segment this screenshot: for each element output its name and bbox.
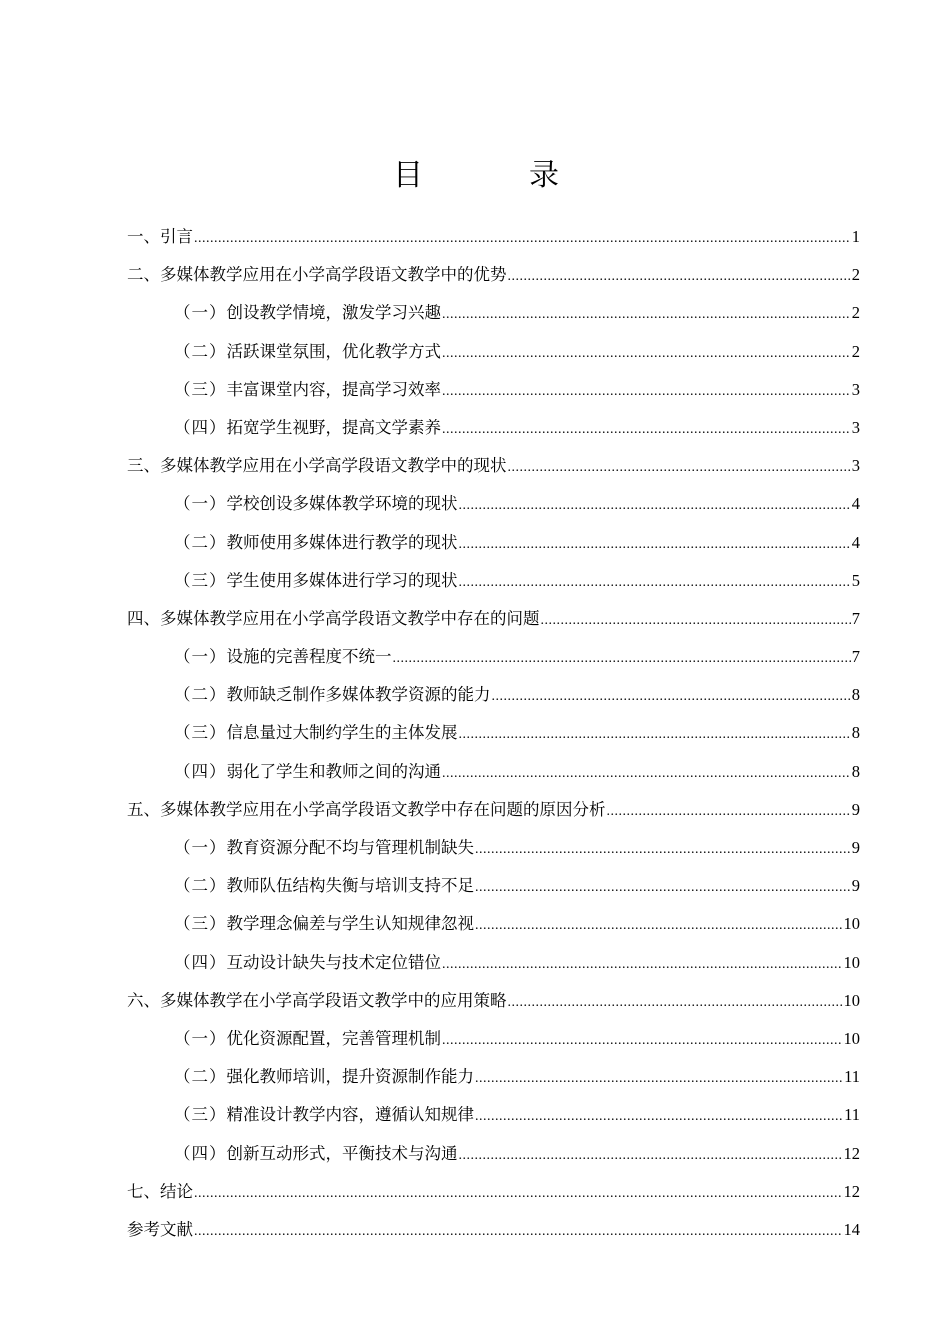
toc-entry-page: 8 xyxy=(851,685,860,705)
toc-entry[interactable] xyxy=(127,485,860,523)
toc-entry-page: 3 xyxy=(851,417,860,437)
toc-entry-title: 教师缺乏制作多媒体教学资源的能力 xyxy=(226,685,491,705)
toc-entry-page: 2 xyxy=(851,341,860,361)
dot-leader xyxy=(442,296,851,334)
dot-leader xyxy=(442,373,851,411)
toc-entry[interactable] xyxy=(127,676,860,714)
dot-leader xyxy=(194,220,851,258)
toc-entry-number: （四） xyxy=(174,952,227,972)
toc-entry[interactable] xyxy=(127,409,860,447)
dot-leader xyxy=(442,946,843,984)
toc-entry-title: 创设教学情境，激发学习兴趣 xyxy=(226,303,441,323)
toc-entry-number: 三、 xyxy=(127,456,160,476)
dot-leader xyxy=(492,678,851,716)
toc-entry-title: 引言 xyxy=(160,227,193,246)
dot-leader xyxy=(442,1022,843,1060)
toc-entry-page: 4 xyxy=(851,532,860,552)
toc-entry-page: 10 xyxy=(843,990,860,1010)
toc-entry[interactable] xyxy=(127,218,860,256)
toc-entry-title: 活跃课堂氛围，优化教学方式 xyxy=(226,341,441,361)
toc-entry-title: 多媒体教学应用在小学高学段语文教学中的优势 xyxy=(160,265,507,285)
toc-entry-page: 10 xyxy=(843,914,860,934)
toc-entry-page: 10 xyxy=(843,1028,860,1048)
toc-entry-page: 9 xyxy=(851,876,860,896)
dot-leader xyxy=(393,640,851,678)
toc-entry-number: （二） xyxy=(174,685,227,705)
dot-leader xyxy=(508,258,851,296)
toc-entry-page: 9 xyxy=(851,838,860,857)
toc-entry-page: 12 xyxy=(843,1143,860,1163)
toc-entry[interactable] xyxy=(127,562,860,600)
toc-entry-title: 拓宽学生视野，提高文学素养 xyxy=(226,417,441,437)
toc-entry-number: （三） xyxy=(174,1105,227,1125)
toc-entry-title: 弱化了学生和教师之间的沟通 xyxy=(226,761,441,781)
toc-entry-page: 7 xyxy=(851,647,860,667)
toc-entry[interactable] xyxy=(127,1096,860,1134)
toc-entry[interactable] xyxy=(127,294,860,332)
toc-entry-title: 学校创设多媒体教学环境的现状 xyxy=(226,494,458,514)
toc-entry[interactable] xyxy=(127,1173,860,1211)
toc-entry-title: 创新互动形式，平衡技术与沟通 xyxy=(226,1143,458,1163)
toc-entry[interactable] xyxy=(127,905,860,943)
toc-entry-number: （二） xyxy=(174,1067,227,1087)
toc-entry-number: 四、 xyxy=(127,608,160,628)
toc-entry-number: （三） xyxy=(174,379,227,399)
toc-entry-number: （一） xyxy=(174,1028,227,1048)
toc-entry[interactable] xyxy=(127,944,860,982)
toc-entry-title: 教育资源分配不均与管理机制缺失 xyxy=(226,838,474,857)
toc-entry-title: 丰富课堂内容，提高学习效率 xyxy=(226,379,441,399)
toc-entry-title: 多媒体教学应用在小学高学段语文教学中存在的问题 xyxy=(160,608,540,628)
toc-entry[interactable] xyxy=(127,256,860,294)
toc-entry-number: （一） xyxy=(174,647,227,667)
toc-entry-title: 学生使用多媒体进行学习的现状 xyxy=(226,570,458,590)
toc-entry-number: 二、 xyxy=(127,265,160,285)
toc-entry-number: （三） xyxy=(174,723,227,743)
toc-entry-number: （四） xyxy=(174,417,227,437)
toc-entry[interactable] xyxy=(127,714,860,752)
toc-entry-page: 2 xyxy=(851,265,860,285)
toc-entry[interactable] xyxy=(127,753,860,791)
dot-leader xyxy=(607,793,851,831)
toc-entry-page: 3 xyxy=(851,379,860,399)
toc-entry-number: （三） xyxy=(174,914,227,934)
toc-entry[interactable] xyxy=(127,600,860,638)
toc-entry-page: 8 xyxy=(851,761,860,781)
toc-entry-page: 3 xyxy=(851,456,860,476)
toc-entry[interactable] xyxy=(127,1058,860,1096)
toc-entry[interactable] xyxy=(127,371,860,409)
dot-leader xyxy=(459,564,851,602)
toc-entry-title: 多媒体教学应用在小学高学段语文教学中存在问题的原因分析 xyxy=(160,799,606,819)
toc-entry-title: 强化教师培训，提升资源制作能力 xyxy=(226,1067,474,1087)
toc-entry-title: 精准设计教学内容，遵循认知规律 xyxy=(226,1105,474,1125)
dot-leader xyxy=(442,335,851,373)
table-of-contents xyxy=(127,218,860,1249)
dot-leader xyxy=(475,869,851,907)
toc-entry[interactable] xyxy=(127,447,860,485)
toc-entry-page: 2 xyxy=(851,303,860,323)
dot-leader xyxy=(508,984,843,1022)
dot-leader xyxy=(475,1060,843,1098)
toc-entry[interactable] xyxy=(127,1135,860,1173)
toc-entry-page: 12 xyxy=(843,1181,860,1201)
toc-entry-number: 五、 xyxy=(127,799,160,819)
dot-leader xyxy=(475,907,843,945)
toc-entry-number: （一） xyxy=(174,838,227,857)
toc-entry-page: 8 xyxy=(851,723,860,743)
toc-entry-title: 教师使用多媒体进行教学的现状 xyxy=(226,532,458,552)
toc-entry-number: （二） xyxy=(174,532,227,552)
toc-entry[interactable] xyxy=(127,982,860,1020)
toc-entry-page: 10 xyxy=(843,952,860,972)
toc-entry-title: 多媒体教学在小学高学段语文教学中的应用策略 xyxy=(160,990,507,1010)
dot-leader xyxy=(442,755,851,793)
toc-entry-title: 教学理念偏差与学生认知规律忽视 xyxy=(226,914,474,934)
toc-entry-page: 7 xyxy=(851,608,860,628)
toc-entry-number: 一、 xyxy=(127,227,160,246)
toc-entry[interactable] xyxy=(127,791,860,829)
toc-entry[interactable] xyxy=(127,524,860,562)
toc-entry[interactable] xyxy=(127,638,860,676)
toc-entry-number: （四） xyxy=(174,761,227,781)
toc-entry-page: 14 xyxy=(843,1219,860,1239)
toc-entry-title: 结论 xyxy=(160,1181,193,1201)
dot-leader xyxy=(459,716,851,754)
toc-entry-page: 11 xyxy=(844,1105,860,1125)
toc-entry-title: 教师队伍结构失衡与培训支持不足 xyxy=(226,876,474,896)
toc-entry-page: 9 xyxy=(851,799,860,819)
dot-leader xyxy=(194,1175,843,1213)
toc-entry[interactable] xyxy=(127,333,860,371)
toc-entry[interactable] xyxy=(127,829,860,867)
toc-entry-number: 七、 xyxy=(127,1181,160,1201)
dot-leader xyxy=(541,602,851,640)
toc-entry-title: 参考文献 xyxy=(127,1219,193,1239)
toc-entry-number: （三） xyxy=(174,570,227,590)
toc-entry-number: （二） xyxy=(174,876,227,896)
dot-leader xyxy=(459,1137,843,1175)
toc-entry-number: （二） xyxy=(174,341,227,361)
toc-entry-title: 多媒体教学应用在小学高学段语文教学中的现状 xyxy=(160,456,507,476)
toc-entry-title: 设施的完善程度不统一 xyxy=(226,647,392,667)
dot-leader xyxy=(508,449,851,487)
toc-entry-number: （四） xyxy=(174,1143,227,1163)
toc-entry-title: 信息量过大制约学生的主体发展 xyxy=(226,723,458,743)
toc-entry[interactable] xyxy=(127,1020,860,1058)
toc-entry-number: 六、 xyxy=(127,990,160,1010)
page-title: 目 录 xyxy=(393,158,597,193)
dot-leader xyxy=(459,487,851,525)
dot-leader xyxy=(459,526,851,564)
toc-entry-title: 优化资源配置，完善管理机制 xyxy=(226,1028,441,1048)
toc-entry[interactable] xyxy=(127,867,860,905)
toc-entry-page: 1 xyxy=(851,227,860,246)
toc-entry-title: 互动设计缺失与技术定位错位 xyxy=(226,952,441,972)
toc-entry-page: 11 xyxy=(844,1067,860,1087)
dot-leader xyxy=(475,831,851,869)
dot-leader xyxy=(442,411,851,449)
toc-entry-number: （一） xyxy=(174,303,227,323)
dot-leader xyxy=(194,1213,843,1251)
toc-entry-page: 4 xyxy=(851,494,860,514)
dot-leader xyxy=(475,1098,843,1136)
toc-entry-page: 5 xyxy=(851,570,860,590)
toc-entry-number: （一） xyxy=(174,494,227,514)
toc-entry[interactable] xyxy=(127,1211,860,1249)
